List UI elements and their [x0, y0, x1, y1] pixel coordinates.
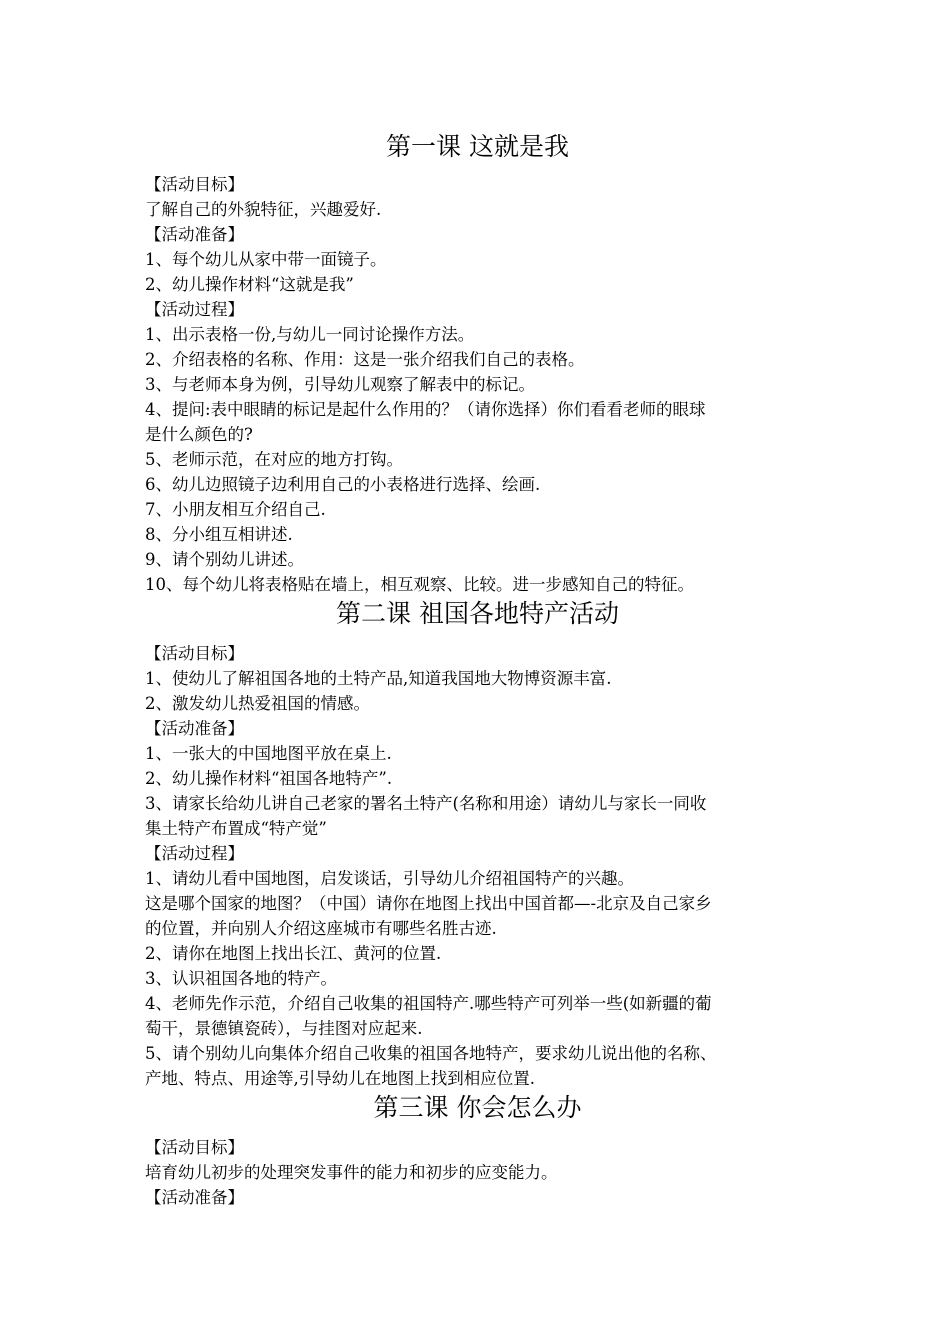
lesson-section: [145, 597, 810, 1091]
lesson-title: 第一课 这就是我: [386, 132, 569, 161]
paragraph-line: 2、幼儿操作材料“这就是我”: [145, 275, 354, 294]
paragraph-line: 7、小朋友相互介绍自己.: [145, 500, 326, 519]
paragraph-line: 2、激发幼儿热爱祖国的情感。: [145, 694, 370, 713]
paragraph-line: 这是哪个国家的地图？（中国）请你在地图上找出中国首都—-北京及自己家乡: [145, 894, 712, 913]
paragraph-line: 1、使幼儿了解祖国各地的土特产品,知道我国地大物博资源丰富.: [145, 669, 612, 688]
paragraph-line: 集土特产布置成“特产觉”: [145, 819, 327, 838]
paragraph-line: 2、请你在地图上找出长江、黄河的位置.: [145, 944, 442, 963]
paragraph-line: 6、幼儿边照镜子边利用自己的小表格进行选择、绘画.: [145, 475, 541, 494]
paragraph-line: 9、请个别幼儿讲述。: [145, 550, 304, 569]
paragraph-line: 萄干，景德镇瓷砖），与挂图对应起来.: [145, 1019, 423, 1038]
section-heading: 【活动准备】: [145, 1188, 244, 1207]
paragraph-line: 8、分小组互相讲述.: [145, 525, 293, 544]
section-heading: 【活动目标】: [145, 1138, 244, 1157]
paragraph-line: 2、幼儿操作材料“祖国各地特产”.: [145, 769, 393, 788]
paragraph-line: 2、介绍表格的名称、作用：这是一张介绍我们自己的表格。: [145, 350, 585, 369]
paragraph-line: 1、请幼儿看中国地图，启发谈话，引导幼儿介绍祖国特产的兴趣。: [145, 869, 634, 888]
paragraph-line: 5、请个别幼儿向集体介绍自己收集的祖国各地特产，要求幼儿说出他的名称、: [145, 1044, 717, 1063]
paragraph-line: 4、提问:表中眼睛的标记是起什么作用的？（请你选择）你们看看老师的眼球: [145, 400, 706, 419]
section-heading: 【活动过程】: [145, 844, 244, 863]
paragraph-line: 5、老师示范，在对应的地方打钩。: [145, 450, 403, 469]
paragraph-line: 3、与老师本身为例，引导幼儿观察了解表中的标记。: [145, 375, 535, 394]
lesson-section: [145, 130, 810, 597]
section-heading: 【活动目标】: [145, 175, 244, 194]
lesson-section: [145, 1091, 810, 1210]
paragraph-line: 4、老师先作示范，介绍自己收集的祖国特产.哪些特产可列举一些(如新疆的葡: [145, 994, 712, 1013]
paragraph-line: 的位置，并向别人介绍这座城市有哪些名胜古迹.: [145, 919, 497, 938]
paragraph-line: 了解自己的外貌特征，兴趣爱好.: [145, 200, 382, 219]
paragraph-line: 10、每个幼儿将表格贴在墙上，相互观察、比较。进一步感知自己的特征。: [145, 575, 694, 594]
paragraph-line: 3、认识祖国各地的特产。: [145, 969, 337, 988]
paragraph-line: 1、每个幼儿从家中带一面镜子。: [145, 250, 387, 269]
lesson-title: 第三课 你会怎么办: [373, 1093, 582, 1122]
paragraph-line: 产地、特点、用途等,引导幼儿在地图上找到相应位置.: [145, 1069, 535, 1088]
section-heading: 【活动目标】: [145, 644, 244, 663]
paragraph-line: 培育幼儿初步的处理突发事件的能力和初步的应变能力。: [145, 1163, 558, 1182]
paragraph-line: 3、请家长给幼儿讲自己老家的署名土特产(名称和用途）请幼儿与家长一同收: [145, 794, 707, 813]
section-heading: 【活动准备】: [145, 225, 244, 244]
document-page: [145, 130, 810, 1210]
paragraph-line: 是什么颜色的?: [145, 425, 253, 444]
paragraph-line: 1、一张大的中国地图平放在桌上.: [145, 744, 392, 763]
section-heading: 【活动准备】: [145, 719, 244, 738]
section-heading: 【活动过程】: [145, 300, 244, 319]
lesson-title: 第二课 祖国各地特产活动: [336, 599, 619, 628]
paragraph-line: 1、出示表格一份,与幼儿一同讨论操作方法。: [145, 325, 475, 344]
